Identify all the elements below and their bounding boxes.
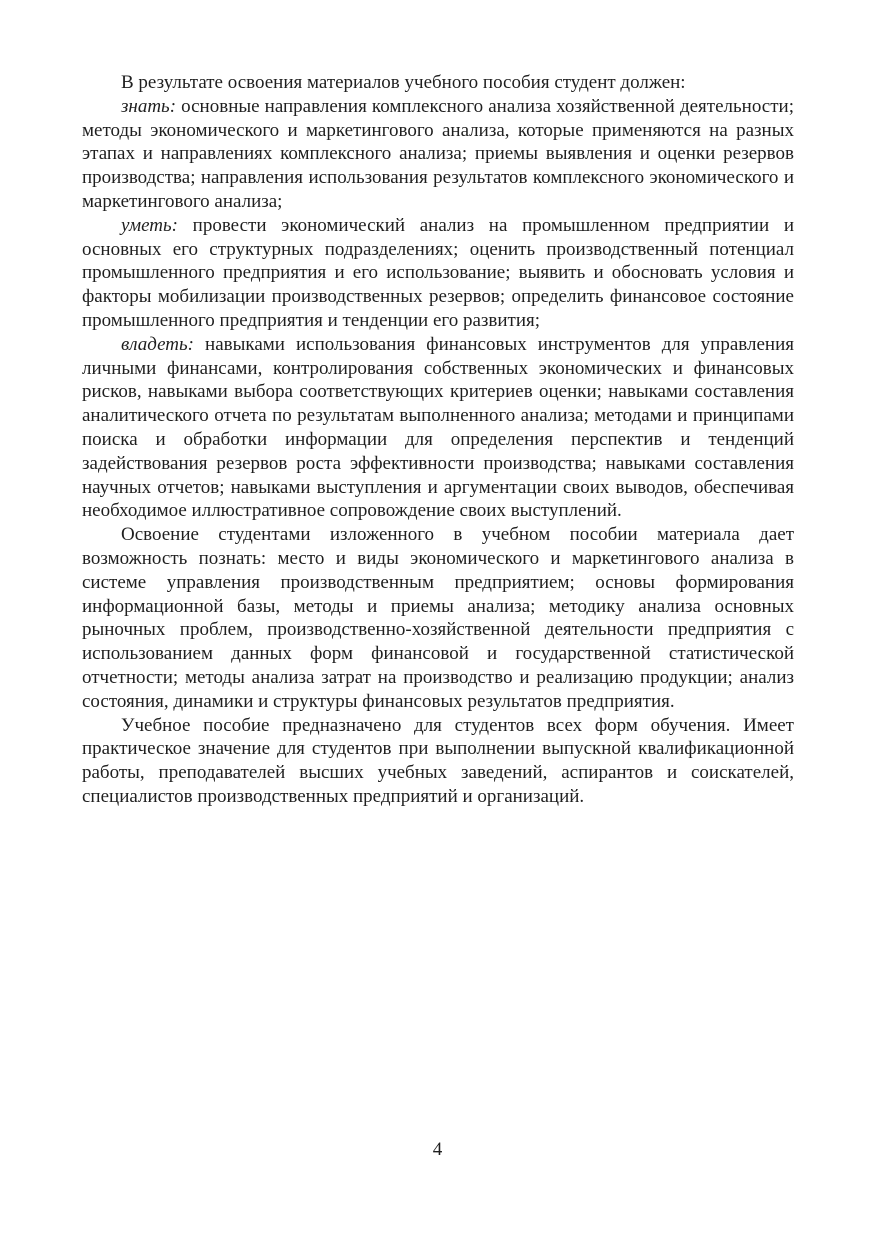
intro-paragraph: В результате освоения материалов учебного пособия студент должен: bbox=[121, 72, 686, 93]
can-label: уметь: bbox=[121, 214, 178, 236]
can-paragraph bbox=[82, 214, 794, 333]
can-text: провести экономический анализ на промышленном предприятии и основных его структурных подразделениях; оценить производственный потенциал промышленного предприятия и его использование; выявить и обосновать условия и факторы мобилизации производственных резервов; определить финансовое состояние промышленного предприятия и тенденции его развития; bbox=[82, 214, 794, 331]
mastering-paragraph: Освоение студентами изложенного в учебном пособии материала дает возможность познать: место и виды экономического и маркетингового анализа в системе управления производственным предприятием; основы формирования информационной базы, методы и приемы анализа; методику анализа основных рыночных проблем, производственно-хозяйственной деятельности предприятия с использованием данных форм финансовой и государственной статистической отчетности; методы анализа затрат на производство и реализацию продукции; анализ состояния, динамики и структуры финансовых результатов предприятия. bbox=[82, 524, 794, 712]
page-number: 4 bbox=[432, 1139, 443, 1160]
purpose-paragraph: Учебное пособие предназначено для студентов всех форм обучения. Имеет практическое значение для студентов при выполнении выпускной квалификационной работы, преподавателей высших учебных заведений, аспирантов и соискателей, специалистов производственных предприятий и организаций. bbox=[82, 714, 794, 807]
master-paragraph bbox=[82, 333, 794, 523]
page-body bbox=[82, 71, 794, 809]
master-label: владеть: bbox=[121, 333, 194, 355]
know-label: знать: bbox=[121, 95, 177, 117]
know-text: основные направления комплексного анализа хозяйственной деятельности; методы экономического и маркетингового анализа, которые применяются на разных этапах и направлениях комплексного анализа; приемы выявления и оценки резервов производства; направления использования результатов комплексного экономического и маркетингового анализа; bbox=[82, 95, 794, 212]
master-text: навыками использования финансовых инструментов для управления личными финансами, контролирования собственных экономических и финансовых рисков, навыками выбора соответствующих критериев оценки; навыками составления аналитического отчета по результатам выполненного анализа; методами и принципами поиска и обработки информации для определения перспектив и тенденций задействования резервов роста эффективности производства; навыками составления научных отчетов; навыками выступления и аргументации своих выводов, обеспечивая необходимое иллюстративное сопровождение своих выступлений. bbox=[82, 333, 794, 522]
know-paragraph bbox=[82, 95, 794, 214]
